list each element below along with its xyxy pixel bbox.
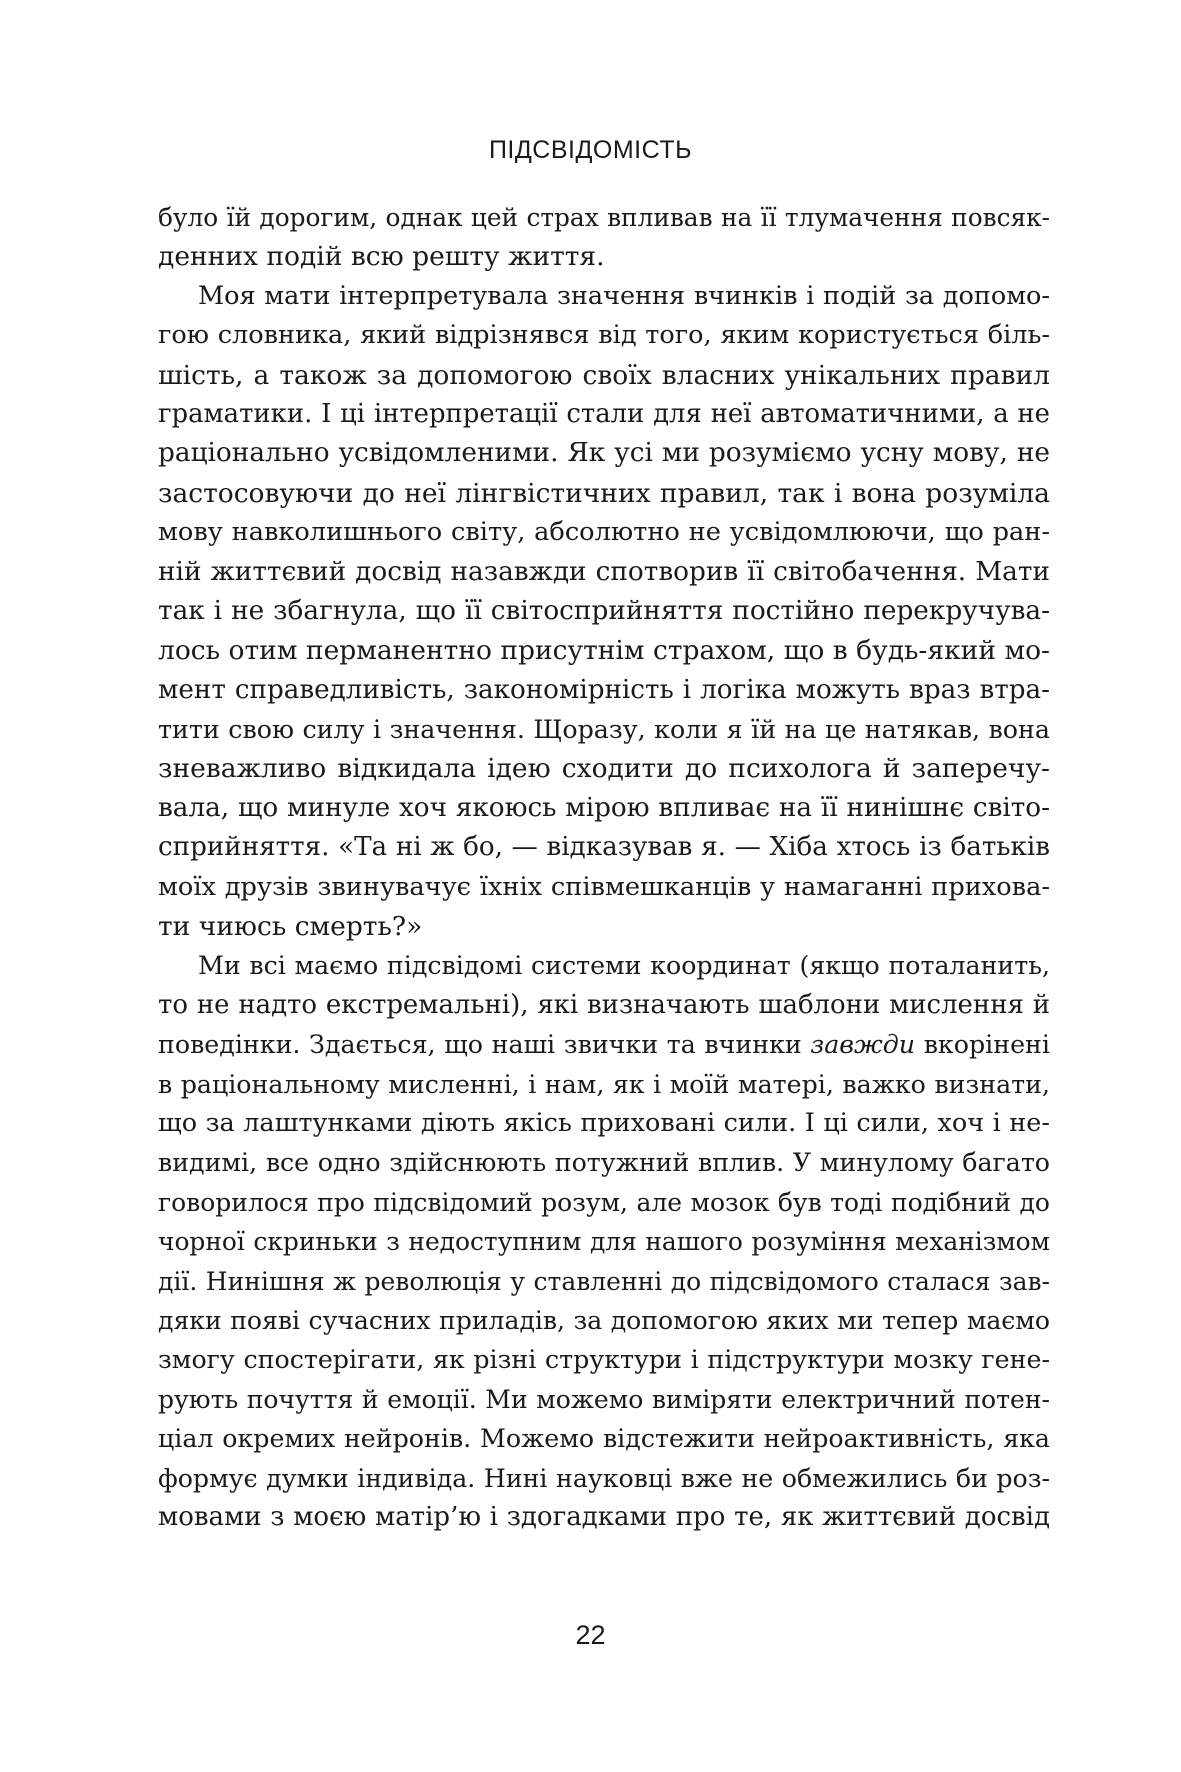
emphasis: завжди	[810, 1030, 916, 1060]
text-line: рують почуття й емоції. Ми можемо виміряти електричний потен-	[158, 1384, 1050, 1414]
text-line: дії. Нинішня ж революція у ставленні до підсвідомого сталася зав-	[158, 1266, 1050, 1296]
text-line: мент справедливість, закономірність і логіка можуть враз втра-	[158, 674, 1050, 705]
text-line: раціонально усвідомленими. Як усі ми розуміємо усну мову, не	[158, 438, 1050, 469]
text-line: так і не збагнула, що її світосприйняття постійно перекручува-	[158, 595, 1050, 626]
text-line: видимі, все одно здійснюють потужний вплив. У минулому багато	[158, 1148, 1050, 1178]
text-line: сприйняття. «Та ні ж бо, — відказував я. — Хіба хтось із батьків	[158, 832, 1050, 863]
text-line: дяки появі сучасних приладів, за допомогою яких ми тепер маємо	[158, 1305, 1050, 1335]
text-line: було їй дорогим, однак цей страх впливав на її тлумачення повсяк-	[158, 203, 1050, 232]
text-segment: вкорінені	[923, 1030, 1050, 1060]
text-line: мову навколишнього світу, абсолютно не усвідомлюючи, що ран-	[158, 517, 1050, 548]
text-line: Моя мати інтерпретувала значення вчинків і подій за допомо-	[198, 280, 1050, 311]
text-line: гою словника, який відрізнявся від того, яким користується біль-	[158, 320, 1050, 351]
text-line: ціал окремих нейронів. Можемо відстежити нейроактивність, яка	[158, 1424, 1050, 1454]
text-line: застосовуючи до неї лінгвістичних правил, так і вона розуміла	[158, 477, 1050, 509]
text-segment: поведінки. Здається, що наші звички та вчинки	[158, 1030, 802, 1060]
text-line: лось отим перманентно присутнім страхом, що в будь-який мо-	[158, 635, 1050, 667]
text-line: моїх друзів звинувачує їхніх співмешканців у намаганні прихова-	[158, 871, 1050, 902]
text-line: граматики. І ці інтерпретації стали для неї автоматичними, а не	[158, 398, 1050, 429]
text-line: зневажливо відкидала ідею сходити до психолога й заперечу-	[158, 753, 1050, 785]
page-number: 22	[575, 1620, 606, 1650]
text-line: денних подій всю решту життя.	[158, 241, 605, 273]
text-line: ній життєвий досвід назавжди спотворив її світобачення. Мати	[158, 556, 1050, 587]
text-line: шість, а також за допомогою своїх власних унікальних правил	[158, 359, 1050, 391]
text-line: ти чиюсь смерть?»	[158, 911, 423, 943]
running-head: ПІДСВІДОМІСТЬ	[488, 136, 693, 164]
body-text	[158, 198, 1050, 1537]
text-line: чорної скриньки з недоступним для нашого розуміння механізмом	[158, 1227, 1050, 1257]
text-line: говорилося про підсвідомий розум, але мозок був тоді подібний до	[158, 1187, 1050, 1217]
text-line: тити свою силу і значення. Щоразу, коли я їй на це натякав, вона	[158, 714, 1050, 745]
text-line: Ми всі маємо підсвідомі системи координат (якщо поталанить,	[198, 951, 1050, 981]
text-line: то не надто екстремальні), які визначають шаблони мислення й	[158, 989, 1050, 1020]
text-line: формує думки індивіда. Нині науковці вже не обмежились би роз-	[158, 1463, 1050, 1493]
text-line: в раціональному мисленні, і нам, як і моїй матері, важко визнати,	[158, 1069, 1050, 1099]
text-line: змогу спостерігати, як різні структури і підструктури мозку гене-	[158, 1345, 1050, 1375]
text-line: вала, що минуле хоч якоюсь мірою впливає на її нинішнє світо-	[158, 792, 1050, 823]
text-line: що за лаштунками діють якісь приховані сили. І ці сили, хоч і не-	[158, 1107, 1050, 1138]
text-line	[158, 1025, 1050, 1064]
text-line: мовами з моєю матір’ю і здогадками про те, як життєвий досвід	[158, 1501, 1050, 1532]
